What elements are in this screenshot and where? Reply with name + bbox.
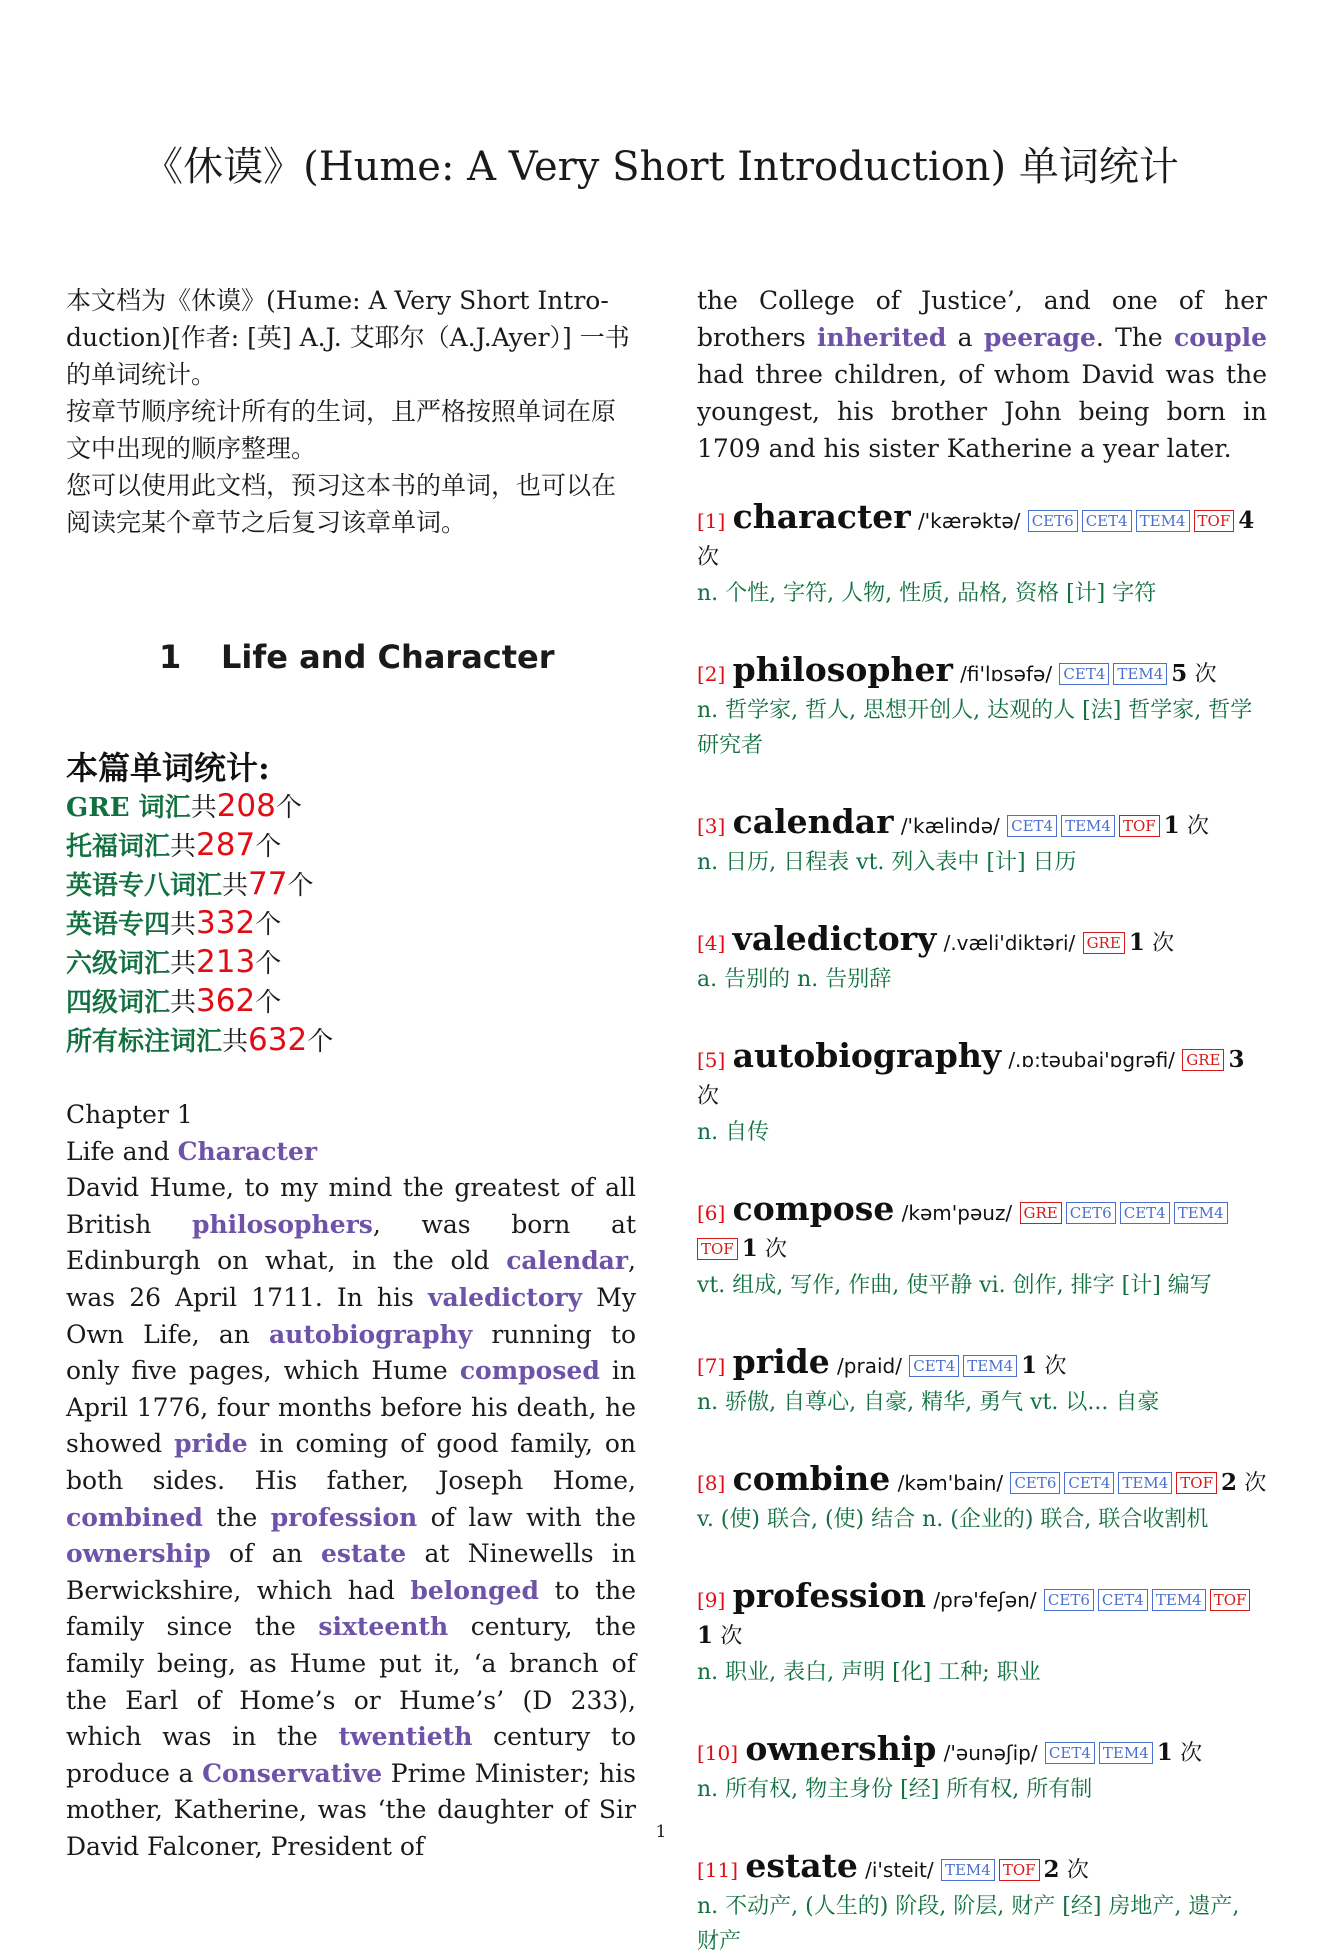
stat-mid: 共 [170,910,197,940]
word-index: [4] [697,931,726,955]
text-segment: My Own Life, an [66,1282,636,1349]
frequency-unit: 次 [720,1624,743,1649]
stat-count: 362 [196,983,256,1019]
word-index: [6] [697,1201,726,1225]
highlighted-word: autobiography [268,1319,473,1349]
chapter-excerpt [66,1097,636,1865]
highlighted-word: peerage [983,323,1096,352]
exam-tag: CET6 [1010,1472,1060,1494]
section-title: Life and Character [221,638,555,676]
highlighted-word: couple [1174,323,1267,352]
word-header [697,499,1267,576]
frequency-unit: 次 [765,1237,788,1262]
frequency-count: 1 [1156,1739,1173,1766]
word-header [697,1344,1267,1385]
word-index: [10] [697,1741,739,1765]
word-index: [3] [697,814,726,838]
phonetic: /'əunəʃip/ [943,1741,1038,1765]
word-index: [5] [697,1048,726,1072]
stat-mid: 共 [190,793,217,823]
exam-tag: CET4 [1045,1742,1095,1764]
exam-tag: CET4 [1082,510,1132,532]
frequency-unit: 次 [1066,1858,1089,1883]
stat-label: 六级词汇 [66,949,171,979]
stat-line [66,983,636,1022]
exam-tag: CET6 [1044,1589,1094,1611]
intro [66,282,636,541]
highlighted-word: combined [66,1502,203,1532]
stat-unit: 个 [287,871,314,901]
section-heading [66,634,636,680]
word-entry [697,652,1267,763]
word-entry [697,1461,1267,1537]
section-number: 1 [159,638,182,676]
exam-tag: TEM4 [1061,815,1115,837]
headword: combine [732,1459,891,1498]
word-header [697,804,1267,845]
exam-tag: TEM4 [1152,1589,1206,1611]
headword: compose [732,1189,895,1228]
frequency-count: 4 [1238,507,1255,534]
text-segment: , was born at Edinburgh on what, in the old [66,1209,636,1276]
highlighted-word: valedictory [427,1282,583,1312]
text-segment: century to produce a [66,1722,636,1788]
stat-label: 托福词汇 [66,832,171,862]
exam-tag: CET6 [1028,510,1078,532]
text-segment: of law with the [417,1502,636,1532]
word-index: [9] [697,1588,726,1612]
definition: n. 职业, 表白, 声明 [化] 工种; 职业 [697,1660,1041,1685]
exam-tag: TOF [1119,815,1160,837]
phonetic: /prə'feʃən/ [933,1588,1037,1612]
exam-tag: GRE [1083,932,1125,954]
text-segment: had three children, of whom David was the youngest, his brother John being born in 1709 and his sister Katherine a year later. [697,360,1267,463]
stat-line [66,788,636,827]
stat-unit: 个 [255,988,282,1018]
right-column [697,282,1267,1959]
intro-paragraph: 您可以使用此文档，预习这本书的单词，也可以在阅读完某个章节之后复习该章单词。 [66,471,617,537]
text-segment: of an [210,1539,321,1569]
exam-tag: GRE [1182,1049,1224,1071]
phonetic: /i'steit/ [865,1858,934,1882]
frequency-unit: 次 [1194,662,1217,687]
left-column [66,282,636,1865]
word-header [697,1191,1267,1268]
chapter-continuation [697,282,1267,467]
stat-label: GRE 词汇 [66,793,191,823]
stat-line [66,944,636,983]
definition: n. 自传 [697,1120,770,1145]
exam-tag: TEM4 [1174,1202,1228,1224]
exam-tag: TEM4 [1136,510,1190,532]
word-index: [8] [697,1471,726,1495]
exam-tag: TOF [1194,510,1235,532]
word-entry [697,499,1267,611]
definition: n. 哲学家, 哲人, 思想开创人, 达观的人 [法] 哲学家, 哲学研究者 [697,698,1253,758]
highlighted-word: belonged [410,1575,539,1605]
exam-tag: TOF [1176,1472,1217,1494]
exam-tag: TOF [1210,1589,1251,1611]
highlighted-word: philosophers [191,1209,373,1239]
stat-unit: 个 [255,910,282,940]
frequency-unit: 次 [1152,931,1175,956]
text-segment: at Ninewells in Berwickshire, which had [66,1539,637,1605]
chapter-label: Chapter 1 [66,1100,193,1129]
exam-tag: TEM4 [1113,663,1167,685]
frequency-count: 2 [1220,1469,1237,1496]
text-segment: running to only five pages, which Hume [66,1319,636,1386]
definition: n. 骄傲, 自尊心, 自豪, 精华, 勇气 vt. 以... 自豪 [697,1390,1160,1415]
word-header [697,1731,1267,1772]
word-list [697,499,1267,1959]
chapter-body [66,1170,636,1865]
highlighted-word: Character [177,1136,318,1166]
definition: n. 所有权, 物主身份 [经] 所有权, 所有制 [697,1777,1093,1802]
definition: vt. 组成, 写作, 作曲, 使平静 vi. 创作, 排字 [计] 编写 [697,1273,1212,1298]
definition: n. 不动产, (人生的) 阶段, 阶层, 财产 [经] 房地产, 遗产, 财产 [697,1894,1240,1954]
stat-count: 208 [216,788,276,824]
word-header [697,921,1267,962]
headword: estate [745,1846,858,1885]
stat-label: 四级词汇 [66,988,171,1018]
stat-line [66,905,636,944]
stat-unit: 个 [275,793,302,823]
highlighted-word: profession [270,1502,418,1532]
stat-count: 332 [196,905,256,941]
stat-mid: 共 [222,871,249,901]
exam-tag: GRE [1020,1202,1062,1224]
phonetic: /praid/ [837,1354,902,1378]
stats-heading: 本篇单词统计: [66,749,270,787]
text-segment: the College of Justice’, and one of her brothers [697,286,1267,352]
stat-count: 287 [196,827,256,863]
definition: n. 个性, 字符, 人物, 性质, 品格, 资格 [计] 字符 [697,581,1157,606]
text-segment: Prime Minister; his mother, Katherine, was ‘the daughter of Sir David Falconer, President of [66,1758,636,1861]
frequency-count: 5 [1171,660,1188,687]
frequency-unit: 次 [1180,1741,1203,1766]
frequency-unit: 次 [1244,1471,1267,1496]
phonetic: /.ɒ:təubai'ɒgrəfi/ [1008,1048,1175,1072]
word-index: [11] [697,1858,739,1882]
stat-count: 77 [248,866,288,902]
exam-tag: CET4 [1059,663,1109,685]
stat-line [66,866,636,905]
phonetic: /'kælində/ [900,814,1000,838]
exam-tag: TEM4 [963,1355,1017,1377]
phonetic: /.væli'diktəri/ [943,931,1076,955]
definition: v. (使) 联合, (使) 结合 n. (企业的) 联合, 联合收割机 [697,1507,1209,1532]
highlighted-word: inherited [817,323,947,352]
highlighted-word: pride [174,1429,248,1459]
highlighted-word: composed [459,1356,600,1386]
phonetic: /kəm'pəuz/ [901,1201,1013,1225]
word-index: [1] [697,509,726,533]
word-entry [697,1848,1267,1959]
headword: ownership [745,1729,937,1768]
stat-label: 英语专八词汇 [66,871,223,901]
chapter-subtitle [66,1134,636,1171]
highlighted-word: calendar [506,1246,629,1276]
word-entry [697,1038,1267,1150]
headword: calendar [732,802,894,841]
stat-unit: 个 [255,949,282,979]
word-header [697,1038,1267,1115]
stat-mid: 共 [222,1027,249,1057]
exam-tag: CET4 [1007,815,1057,837]
phonetic: /fi'lɒsəfə/ [960,662,1053,686]
headword: character [732,497,911,536]
word-index: [2] [697,662,726,686]
stat-count: 213 [196,944,256,980]
exam-tag: TEM4 [1118,1472,1172,1494]
definition: a. 告别的 n. 告别辞 [697,967,892,992]
highlighted-word: twentieth [338,1722,473,1752]
word-header [697,1848,1267,1889]
headword: profession [732,1576,927,1615]
stat-line [66,1022,636,1061]
word-entry [697,1731,1267,1807]
exam-tag: CET4 [1064,1472,1114,1494]
headword: pride [732,1342,830,1381]
frequency-count: 1 [1021,1352,1038,1379]
word-entry [697,804,1267,880]
exam-tag: CET4 [1120,1202,1170,1224]
stat-mid: 共 [170,988,197,1018]
headword: autobiography [732,1036,1001,1075]
frequency-unit: 次 [1187,814,1210,839]
frequency-count: 1 [1163,812,1180,839]
frequency-count: 1 [697,1622,714,1649]
exam-tag: TEM4 [1099,1742,1153,1764]
phonetic: /kəm'bain/ [897,1471,1004,1495]
definition: n. 日历, 日程表 vt. 列入表中 [计] 日历 [697,850,1077,875]
chapter-subtitle-text: Life and [66,1136,178,1166]
word-entry [697,1578,1267,1690]
document-title: 《休谟》(Hume: A Very Short Introduction) 单词统计 [143,144,1179,190]
stat-label: 所有标注词汇 [66,1027,223,1057]
stat-unit: 个 [255,832,282,862]
stat-line [66,827,636,866]
phonetic: /'kærəktə/ [917,509,1021,533]
text-segment: in coming of good family, on both sides. His father, Joseph Home, [66,1429,636,1495]
text-segment: David Hume, to my mind the greatest of all British [66,1173,636,1239]
intro-paragraph: 本文档为《休谟》(Hume: A Very Short Intro-duction)[作者: [英] A.J. 艾耶尔（A.J.Ayer）] 一书的单词统计。 [66,286,630,389]
headword: philosopher [732,650,953,689]
exam-tag: CET4 [1098,1589,1148,1611]
stat-label: 英语专四 [66,910,171,940]
exam-tag: CET6 [1066,1202,1116,1224]
frequency-count: 1 [741,1235,758,1262]
intro-paragraph: 按章节顺序统计所有的生词，且严格按照单词在原文中出现的顺序整理。 [66,397,617,463]
frequency-count: 3 [1228,1046,1245,1073]
stat-unit: 个 [307,1027,334,1057]
text-segment: . The [1095,323,1175,352]
text-segment: in April 1776, four months before his death, he showed [66,1356,636,1459]
frequency-count: 2 [1043,1856,1060,1883]
word-header [697,1578,1267,1655]
stats-list [66,788,636,1061]
headword: valedictory [732,919,937,958]
word-entry [697,1344,1267,1420]
word-entry [697,921,1267,997]
exam-tag: TOF [697,1238,738,1260]
highlighted-word: ownership [66,1539,211,1569]
text-segment: to the family since the [66,1575,637,1642]
exam-tag: TEM4 [941,1859,995,1881]
word-header [697,1461,1267,1502]
highlighted-word: Conservative [202,1758,383,1788]
word-entry [697,1191,1267,1303]
stat-mid: 共 [170,949,197,979]
text-segment: century, the family being, as Hume put it, ‘a branch of the Earl of Home’s or Hume’s’ (D 233), which was in the [66,1612,636,1752]
frequency-count: 1 [1128,929,1145,956]
frequency-unit: 次 [1044,1354,1067,1379]
text-segment: a [946,323,984,352]
highlighted-word: estate [321,1539,407,1569]
stat-mid: 共 [170,832,197,862]
word-index: [7] [697,1354,726,1378]
page-number: 1 [655,1822,667,1842]
text-segment: the [202,1502,271,1532]
highlighted-word: sixteenth [318,1612,449,1642]
exam-tag: CET4 [909,1355,959,1377]
frequency-unit: 次 [697,545,720,570]
word-header [697,652,1267,693]
frequency-unit: 次 [697,1084,720,1109]
text-segment: , was 26 April 1711. In his [66,1246,636,1312]
exam-tag: TOF [999,1859,1040,1881]
stat-count: 632 [248,1022,308,1058]
